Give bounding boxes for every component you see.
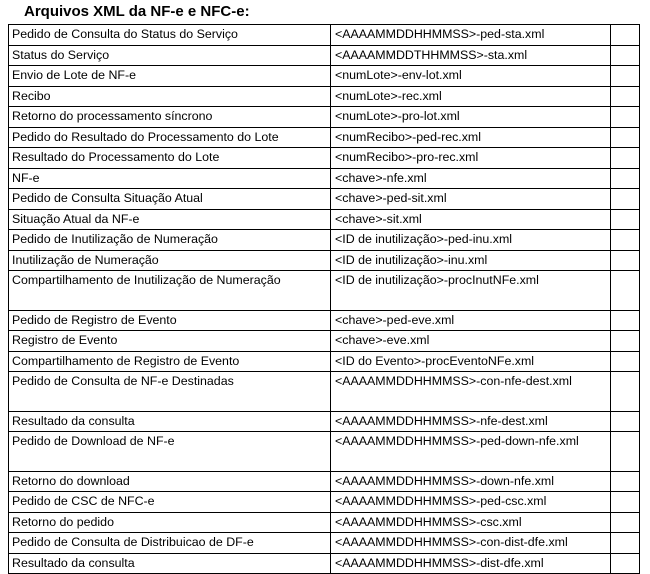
table-row (9, 86, 640, 107)
table-row (9, 512, 640, 533)
row-empty-cell (610, 271, 639, 311)
xml-files-table (8, 24, 640, 574)
row-filename: <numLote>-env-lot.xml (331, 66, 611, 87)
row-empty-cell (610, 351, 639, 372)
row-empty-cell (610, 512, 639, 533)
row-filename: <ID de inutilização>-inu.xml (331, 250, 611, 271)
row-filename: <numLote>-pro-lot.xml (331, 107, 611, 128)
table-row (9, 66, 640, 87)
table-row (9, 189, 640, 210)
row-description: Pedido de Download de NF-e (9, 432, 331, 472)
row-filename: <AAAAMMDDHHMMSS>-ped-csc.xml (331, 492, 611, 513)
row-description: Compartilhamento de Registro de Evento (9, 351, 331, 372)
row-empty-cell (610, 553, 639, 574)
row-empty-cell (610, 107, 639, 128)
row-filename: <ID do Evento>-procEventoNFe.xml (331, 351, 611, 372)
row-filename: <chave>-eve.xml (331, 331, 611, 352)
table-row (9, 310, 640, 331)
row-description: Registro de Evento (9, 331, 331, 352)
row-empty-cell (610, 127, 639, 148)
table-row (9, 168, 640, 189)
row-description: Resultado da consulta (9, 411, 331, 432)
row-description: Recibo (9, 86, 331, 107)
table-row (9, 271, 640, 311)
row-filename: <AAAAMMDDHHMMSS>-csc.xml (331, 512, 611, 533)
row-empty-cell (610, 250, 639, 271)
row-empty-cell (610, 310, 639, 331)
row-empty-cell (610, 148, 639, 169)
row-description: Pedido de CSC de NFC-e (9, 492, 331, 513)
row-filename: <AAAAMMDDHHMMSS>-con-dist-dfe.xml (331, 533, 611, 554)
row-description: Pedido de Inutilização de Numeração (9, 230, 331, 251)
row-empty-cell (610, 66, 639, 87)
table-row (9, 492, 640, 513)
table-row (9, 45, 640, 66)
row-description: Compartilhamento de Inutilização de Numeração (9, 271, 331, 311)
row-description: Retorno do download (9, 471, 331, 492)
table-row (9, 250, 640, 271)
row-filename: <numRecibo>-pro-rec.xml (331, 148, 611, 169)
row-filename: <chave>-ped-sit.xml (331, 189, 611, 210)
row-empty-cell (610, 45, 639, 66)
xml-files-table-body (9, 25, 640, 574)
row-empty-cell (610, 189, 639, 210)
row-empty-cell (610, 331, 639, 352)
row-description: Situação Atual da NF-e (9, 209, 331, 230)
row-empty-cell (610, 492, 639, 513)
table-row (9, 553, 640, 574)
row-filename: <AAAAMMDDHHMMSS>-nfe-dest.xml (331, 411, 611, 432)
row-description: Pedido de Registro de Evento (9, 310, 331, 331)
row-filename: <AAAAMMDDHHMMSS>-ped-sta.xml (331, 25, 611, 46)
row-empty-cell (610, 372, 639, 412)
table-row (9, 127, 640, 148)
table-row (9, 230, 640, 251)
row-description: Pedido de Consulta de Distribuicao de DF-e (9, 533, 331, 554)
table-row (9, 471, 640, 492)
row-description: Inutilização de Numeração (9, 250, 331, 271)
row-filename: <AAAAMMDDHHMMSS>-con-nfe-dest.xml (331, 372, 611, 412)
row-filename: <AAAAMMDDHHMMSS>-down-nfe.xml (331, 471, 611, 492)
row-filename: <chave>-ped-eve.xml (331, 310, 611, 331)
row-filename: <ID de inutilização>-ped-inu.xml (331, 230, 611, 251)
row-description: Pedido de Consulta Situação Atual (9, 189, 331, 210)
row-filename: <AAAAMMDDHHMMSS>-dist-dfe.xml (331, 553, 611, 574)
table-row (9, 432, 640, 472)
table-row (9, 107, 640, 128)
row-description: NF-e (9, 168, 331, 189)
row-filename: <chave>-sit.xml (331, 209, 611, 230)
table-row (9, 372, 640, 412)
row-empty-cell (610, 230, 639, 251)
row-empty-cell (610, 471, 639, 492)
row-description: Retorno do pedido (9, 512, 331, 533)
row-description: Retorno do processamento síncrono (9, 107, 331, 128)
row-description: Pedido do Resultado do Processamento do Lote (9, 127, 331, 148)
row-filename: <AAAAMMDDHHMMSS>-ped-down-nfe.xml (331, 432, 611, 472)
row-filename: <numRecibo>-ped-rec.xml (331, 127, 611, 148)
row-description: Pedido de Consulta do Status do Serviço (9, 25, 331, 46)
table-row (9, 209, 640, 230)
row-empty-cell (610, 209, 639, 230)
table-row (9, 411, 640, 432)
row-filename: <chave>-nfe.xml (331, 168, 611, 189)
row-empty-cell (610, 533, 639, 554)
row-filename: <ID de inutilização>-procInutNFe.xml (331, 271, 611, 311)
table-row (9, 351, 640, 372)
row-empty-cell (610, 86, 639, 107)
row-description: Resultado do Processamento do Lote (9, 148, 331, 169)
document-title: Arquivos XML da NF-e e NFC-e: (24, 3, 250, 20)
row-empty-cell (610, 168, 639, 189)
row-filename: <numLote>-rec.xml (331, 86, 611, 107)
table-row (9, 533, 640, 554)
table-row (9, 148, 640, 169)
row-description: Pedido de Consulta de NF-e Destinadas (9, 372, 331, 412)
row-description: Status do Serviço (9, 45, 331, 66)
table-row (9, 25, 640, 46)
row-empty-cell (610, 411, 639, 432)
row-filename: <AAAAMMDDTHHMMSS>-sta.xml (331, 45, 611, 66)
row-empty-cell (610, 432, 639, 472)
row-empty-cell (610, 25, 639, 46)
table-row (9, 331, 640, 352)
row-description: Envio de Lote de NF-e (9, 66, 331, 87)
row-description: Resultado da consulta (9, 553, 331, 574)
